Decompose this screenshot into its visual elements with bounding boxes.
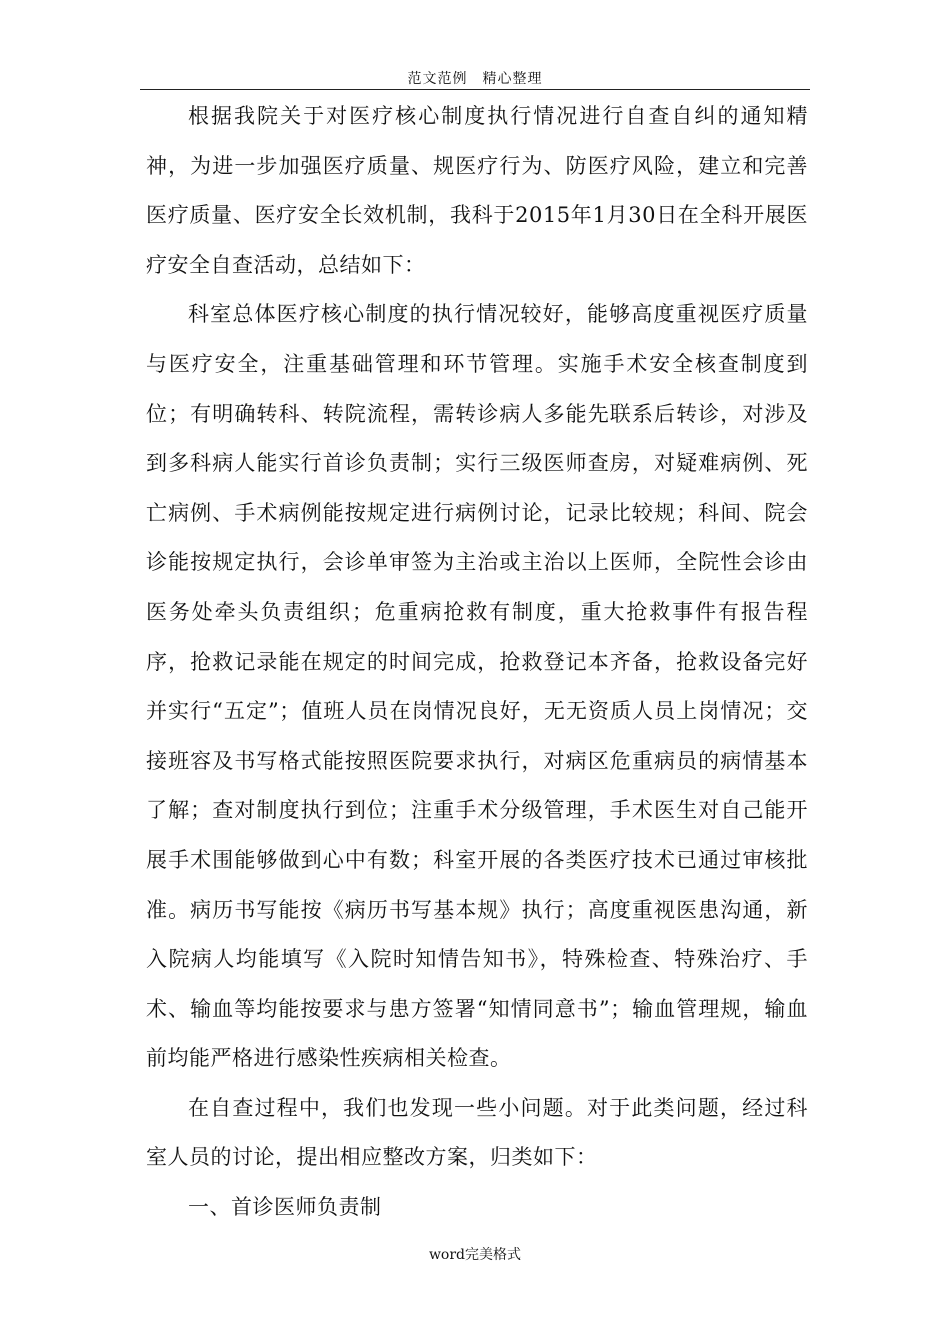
page-header: 范文范例 精心整理 xyxy=(407,71,543,87)
page-footer: word完美格式 xyxy=(428,1247,522,1263)
document-body xyxy=(146,92,808,1233)
paragraph-intro: 根据我院关于对医疗核心制度执行情况进行自查自纠的通知精神，为进一步加强医疗质量、规医疗行为、防医疗风险，建立和完善医疗质量、医疗安全长效机制，我科于2015年1月30日在全科开展医疗安全自查活动，总结如下： xyxy=(146,104,808,277)
header-divider xyxy=(140,89,810,90)
paragraph-issues: 在自查过程中，我们也发现一些小问题。对于此类问题，经过科室人员的讨论，提出相应整改方案，归类如下： xyxy=(146,1095,808,1170)
section-heading-1: 一、首诊医师负责制 xyxy=(188,1195,382,1220)
paragraph-summary: 科室总体医疗核心制度的执行情况较好，能够高度重视医疗质量与医疗安全，注重基础管理和环节管理。实施手术安全核查制度到位；有明确转科、转院流程，需转诊病人多能先联系后转诊，对涉及到多科病人能实行首诊负责制；实行三级医师查房，对疑难病例、死亡病例、手术病例能按规定进行病例讨论，记录比较规；科间、院会诊能按规定执行，会诊单审签为主治或主治以上医师，全院性会诊由医务处牵头负责组织；危重病抢救有制度，重大抢救事件有报告程序，抢救记录能在规定的时间完成，抢救登记本齐备，抢救设备完好并实行“五定”；值班人员在岗情况良好，无无资质人员上岗情况；交接班容及书写格式能按照医院要求执行，对病区危重病员的病情基本了解；查对制度执行到位；注重手术分级管理，手术医生对自己能开展手术围能够做到心中有数；科室开展的各类医疗技术已通过审核批准。病历书写能按《病历书写基本规》执行；高度重视医患沟通，新入院病人均能填写《入院时知情告知书》，特殊检查、特殊治疗、手术、输血等均能按要求与患方签署“知情同意书”；输血管理规，输血前均能严格进行感染性疾病相关检查。 xyxy=(146,302,808,1071)
